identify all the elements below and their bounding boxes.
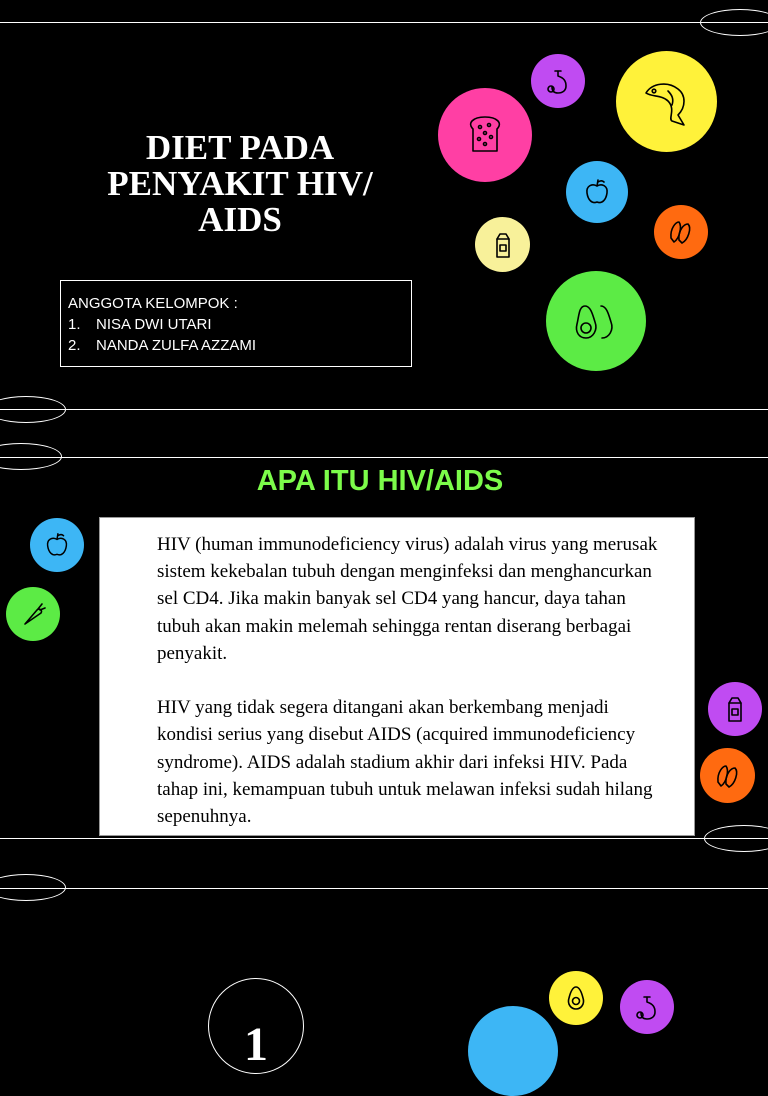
slide-title: DIET PADA PENYAKIT HIV/ AIDS — [107, 128, 373, 239]
member-item — [68, 314, 411, 335]
decorative-oval — [0, 396, 66, 423]
fish-icon — [616, 51, 717, 152]
carrot-icon — [6, 587, 60, 641]
oil-bottle-icon — [620, 980, 674, 1034]
divider-line — [0, 22, 768, 23]
info-paragraph: HIV yang tidak segera ditangani akan berkembang menjadi kondisi serius yang disebut AIDS (acquired immunodeficiency syndrome). AIDS adalah stadium akhir dari infeksi HIV. Pada tahap ini, kemampuan tubuh untuk melawan infeksi sudah hilang sepenuhnya. — [157, 697, 653, 828]
apple-icon — [566, 161, 628, 223]
member-number: 1. — [68, 316, 81, 333]
info-text-box — [99, 517, 695, 836]
decorative-oval — [700, 9, 768, 36]
blue-decorative-circle — [468, 1006, 558, 1096]
avocado-icon — [549, 971, 603, 1025]
milk-carton-icon — [475, 217, 530, 272]
decorative-oval — [0, 874, 66, 901]
page-number: 1 — [244, 1018, 268, 1071]
member-name: NANDA ZULFA AZZAMI — [96, 337, 257, 354]
page-number-badge — [208, 978, 304, 1074]
almond-icon — [654, 205, 708, 259]
member-list-box — [60, 280, 412, 367]
divider-line — [0, 457, 768, 458]
divider-line — [0, 838, 768, 839]
almond-icon — [700, 748, 755, 803]
members-heading: ANGGOTA KELOMPOK : — [68, 295, 238, 312]
member-number: 2. — [68, 337, 81, 354]
oil-bottle-icon — [531, 54, 585, 108]
avocado-icon — [546, 271, 646, 371]
apple-icon — [30, 518, 84, 572]
member-name: NISA DWI UTARI — [96, 316, 212, 333]
divider-line — [0, 409, 768, 410]
bread-icon — [438, 88, 532, 182]
milk-carton-icon — [708, 682, 762, 736]
info-paragraph: HIV (human immunodeficiency virus) adalah virus yang merusak sistem kekebalan tubuh dengan menginfeksi dan menghancurkan sel CD4. Jika makin banyak sel CD4 yang hancur, daya tahan tubuh akan makin melemah sehingga rentan diserang berbagai penyakit. — [157, 534, 658, 664]
section-heading: APA ITU HIV/AIDS — [256, 465, 504, 497]
member-item — [68, 335, 411, 356]
decorative-oval — [704, 825, 768, 852]
divider-line — [0, 888, 768, 889]
